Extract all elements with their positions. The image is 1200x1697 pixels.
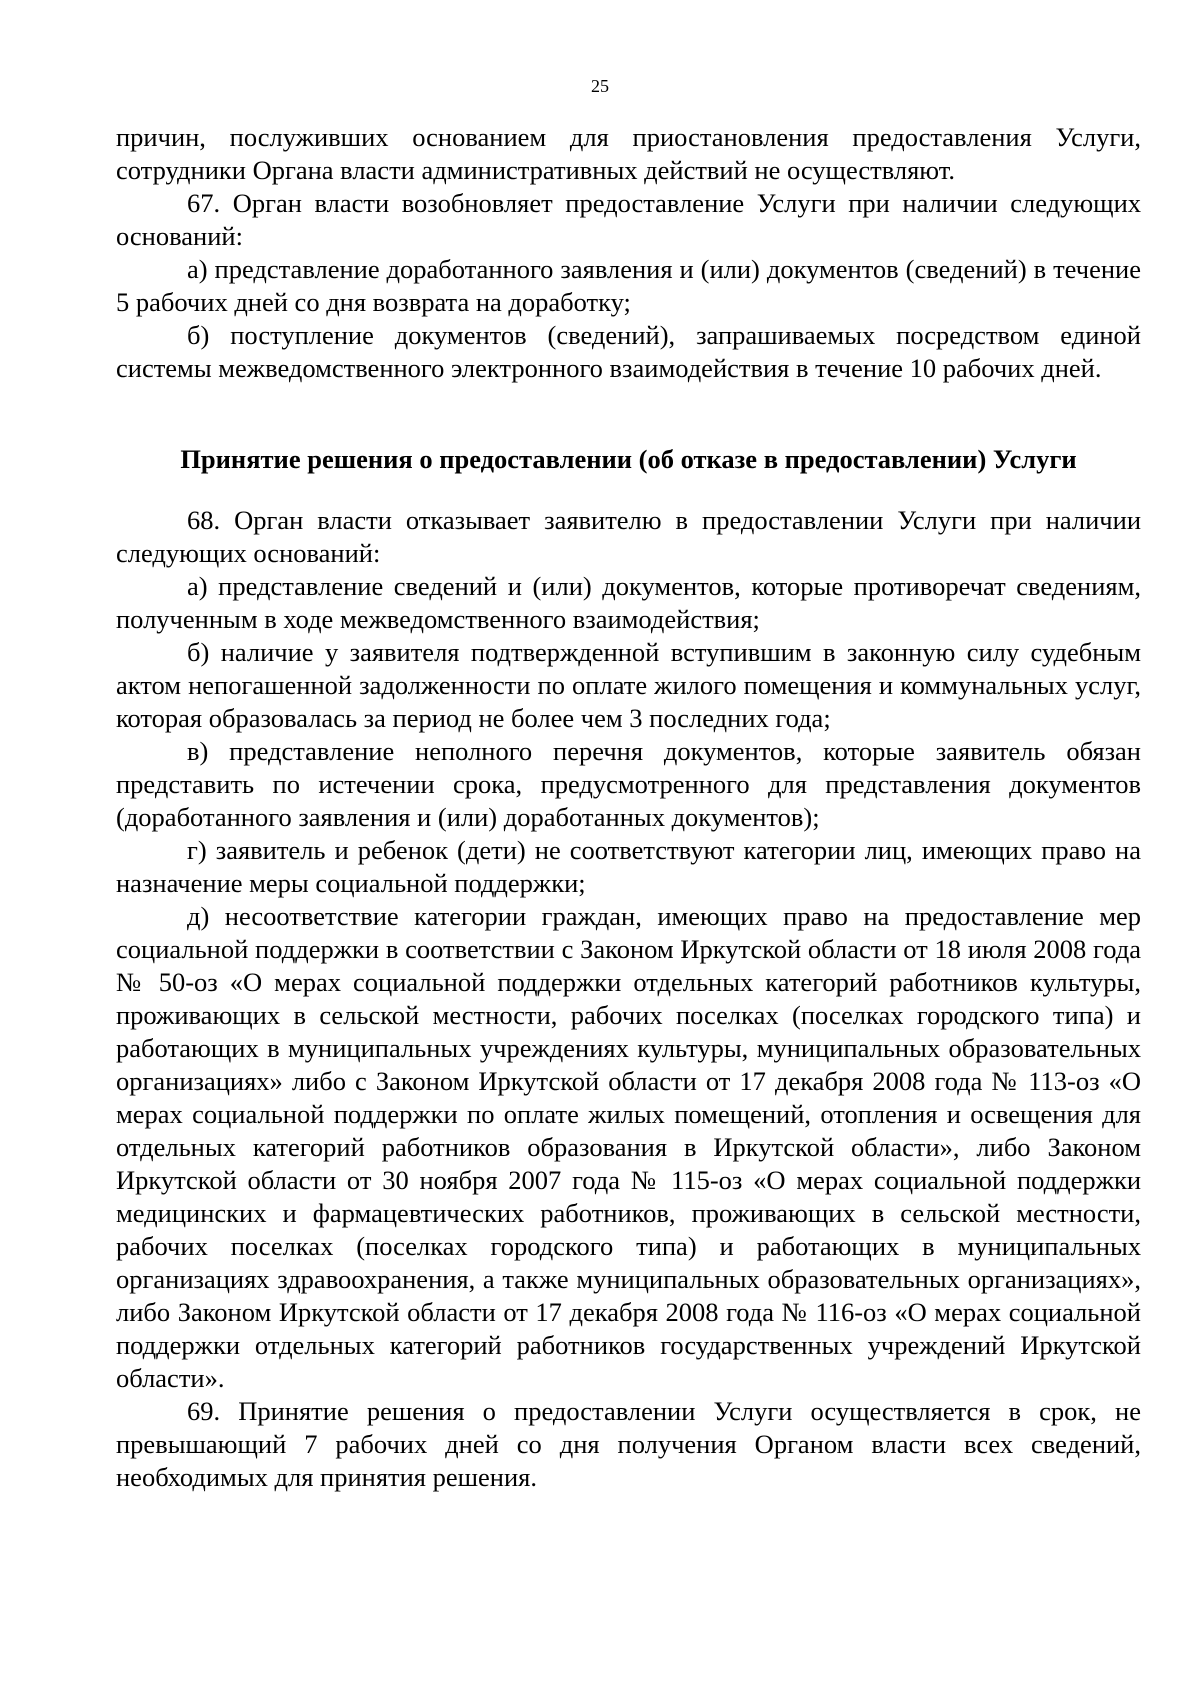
paragraph-68-b: б) наличие у заявителя подтвержденной вступившим в законную силу судебным актом непогашенной задолженности по оплате жилого помещения и коммунальных услуг, которая образовалась за период не более чем 3 последних года; — [116, 637, 1141, 733]
paragraph-67-b: б) поступление документов (сведений), запрашиваемых посредством единой системы межведомственного электронного взаимодействия в течение 10 рабочих дней. — [116, 320, 1141, 383]
section-heading: Принятие решения о предоставлении (об отказе в предоставлении) Услуги — [180, 444, 1077, 474]
paragraph-68-a: а) представление сведений и (или) документов, которые противоречат сведениям, полученным в ходе межведомственного взаимодействия; — [116, 571, 1141, 634]
paragraph-67-a: а) представление доработанного заявления и (или) документов (сведений) в течение 5 рабочих дней со дня возврата на доработку; — [116, 254, 1141, 317]
paragraph-68: 68. Орган власти отказывает заявителю в предоставлении Услуги при наличии следующих оснований: — [116, 505, 1141, 568]
paragraph-69: 69. Принятие решения о предоставлении Услуги осуществляется в срок, не превышающий 7 рабочих дней со дня получения Органом власти всех сведений, необходимых для принятия решения. — [116, 1396, 1141, 1492]
page-number: 25 — [591, 76, 609, 96]
paragraph-68-v: в) представление неполного перечня документов, которые заявитель обязан представить по истечении срока, предусмотренного для представления документов (доработанного заявления и (или) доработанных документов); — [116, 736, 1141, 832]
paragraph-68-d: д) несоответствие категории граждан, имеющих право на предоставление мер социальной поддержки в соответствии с Законом Иркутской области от 18 июля 2008 года № 50-оз «О мерах социальной поддержки отдельных категорий работников культуры, проживающих в сельской местности, рабочих поселках (поселках городского типа) и работающих в муниципальных учреждениях культуры, муниципальных образовательных организациях» либо с Законом Иркутской области от 17 декабря 2008 года № 113-оз «О мерах социальной поддержки по оплате жилых помещений, отопления и освещения для отдельных категорий работников образования в Иркутской области», либо Законом Иркутской области от 30 ноября 2007 года № 115-оз «О мерах социальной поддержки медицинских и фармацевтических работников, проживающих в сельской местности, рабочих поселках (поселках городского типа) и работающих в муниципальных организациях здравоохранения, а также муниципальных образовательных организациях», либо Законом Иркутской области от 17 декабря 2008 года № 116-оз «О мерах социальной поддержки отдельных категорий работников государственных учреждений Иркутской области». — [116, 901, 1141, 1393]
paragraph-67: 67. Орган власти возобновляет предоставление Услуги при наличии следующих оснований: — [116, 188, 1141, 251]
document-body — [116, 121, 1141, 1494]
paragraph-continuation: причин, послуживших основанием для приостановления предоставления Услуги, сотрудники Органа власти административных действий не осуществляют. — [116, 122, 1141, 185]
paragraph-68-g: г) заявитель и ребенок (дети) не соответствуют категории лиц, имеющих право на назначение меры социальной поддержки; — [116, 835, 1141, 898]
